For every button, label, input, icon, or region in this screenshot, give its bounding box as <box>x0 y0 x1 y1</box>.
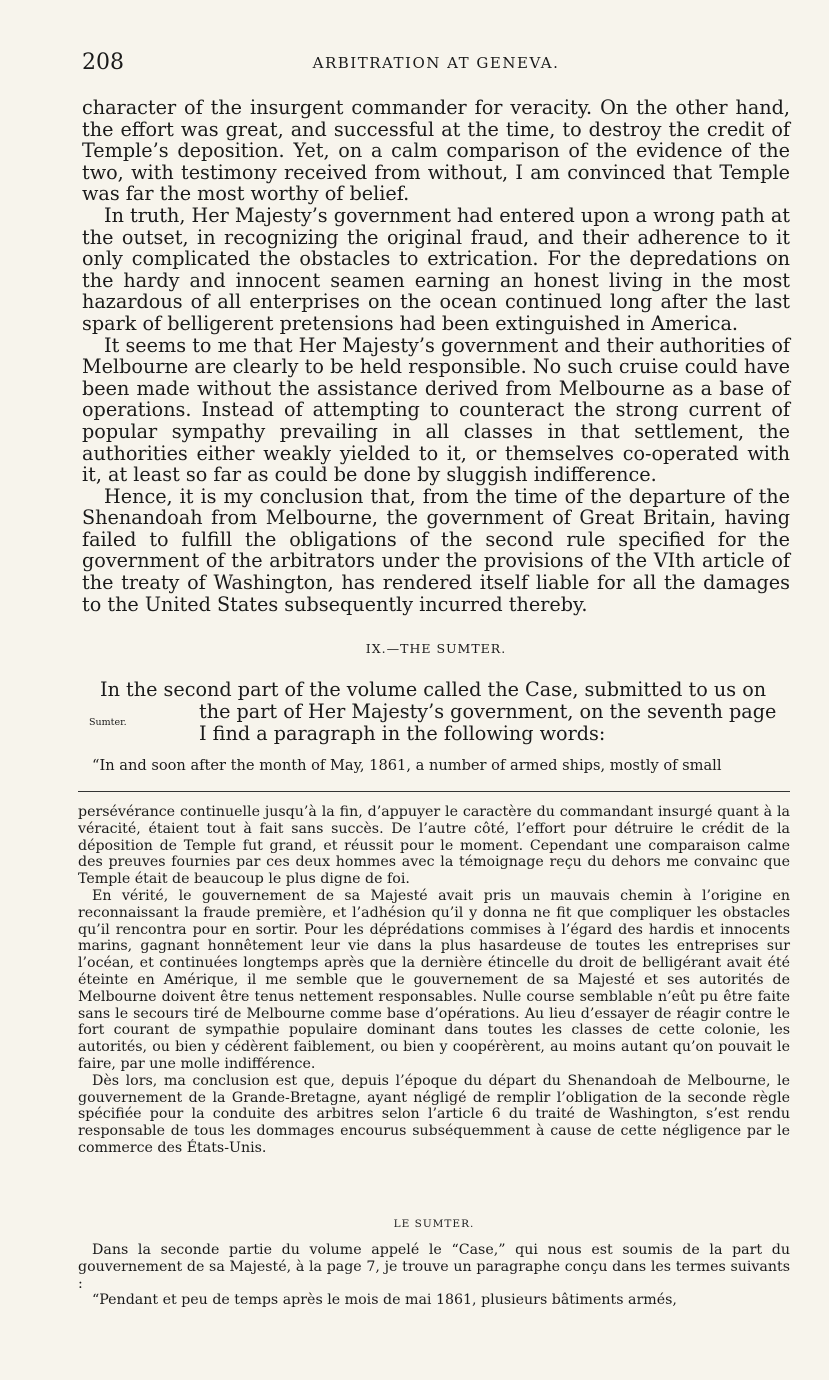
section-heading: IX.—THE SUMTER. <box>365 641 507 656</box>
sumter-paragraph <box>82 679 790 745</box>
margin-note: Sumter. <box>89 717 127 728</box>
french-paragraph: Dans la seconde partie du volume appelé le “Case,” qui nous est soumis de la part du gouvernement de sa Majesté, à la page 7, je trouve un paragraphe conçu dans les termes suivants : <box>78 1242 790 1292</box>
sumter-line: I find a paragraph in the following words: <box>199 722 606 745</box>
running-title: ARBITRATION AT GENEVA. <box>312 54 560 72</box>
english-paragraph: character of the insurgent commander for veracity. On the other hand, the effort was great, and successful at the time, to destroy the credit of Temple’s deposition. Yet, on a calm comparison of the evidence of the two, with testimony received from without, I am convinced that Temple was far the most worthy of belief. <box>82 96 790 206</box>
sumter-line: the part of Her Majesty’s government, on the seventh page <box>199 700 777 723</box>
french-translation-end <box>78 1242 790 1309</box>
english-paragraph: In truth, Her Majesty’s government had entered upon a wrong path at the outset, in recognizing the original fraud, and their adherence to it only complicated the obstacles to extrication. For the depredations on the hardy and innocent seamen earning an honest living in the most hazardous of all enterprises on the ocean continued long after the last spark of belligerent pretensions had been extinguished in America. <box>82 203 790 335</box>
french-paragraph: En vérité, le gouvernement de sa Majesté avait pris un mauvais chemin à l’origine en reconnaissant la fraude première, et l’adhésion qu’il y donna ne fit que compliquer les obstacles qu’il rencontra pour en sortir. Pour les déprédations commises à l’égard des hardis et innocents marins, gagnant honnêtement leur vie dans la plus hasardeuse de toutes les entreprises sur l’océan, et continuées longtemps après que la dernière étincelle du droit de belligérant avait été éteinte en Amérique, il me semble que le gouvernement de sa Majesté et ses autorités de Melbourne doivent être tenus nettement responsables. Nulle course semblable n’eût pu être faite sans le secours tiré de Melbourne comme base d’opérations. Au lieu d’essayer de réagir contre le fort courant de sympathie populaire dominant dans toutes les classes de cette colonie, les autorités, ou bien y cédèrent faiblement, ou bien y coopérèrent, au moins autant qu’on pouvait le faire, par une molle indifférence. <box>78 887 790 1072</box>
page-number: 208 <box>82 50 124 75</box>
french-paragraph: persévérance continuelle jusqu’à la fin, d’appuyer le caractère du commandant insurgé quant à la véracité, étaient tout à fait sans succès. De l’autre côté, l’effort pour détruire le crédit de la déposition de Temple fut grand, et réussit pour le moment. Cependant une comparaison calme des preuves fournies par ces deux hommes avec la témoignage reçu du dehors me convainc que Temple était de beaucoup le plus digne de foi. <box>78 804 790 888</box>
footnote-divider <box>78 791 790 792</box>
english-paragraph: Hence, it is my conclusion that, from the time of the departure of the Shenandoah from Melbourne, the government of Great Britain, having failed to fulfill the obligations of the second rule specified for the government of the arbitrators under the provisions of the VIth article of the treaty of Washington, has rendered itself liable for all the damages to the United States subsequently incurred thereby. <box>82 484 790 616</box>
french-quote: “Pendant et peu de temps après le mois de mai 1861, plusieurs bâtiments armés, <box>92 1292 677 1309</box>
french-translation <box>78 804 790 1157</box>
english-text <box>82 97 790 615</box>
quote-line: “In and soon after the month of May, 1861, a number of armed ships, mostly of small <box>92 757 722 774</box>
french-section-heading: LE SUMTER. <box>393 1218 475 1230</box>
english-paragraph: It seems to me that Her Majesty’s government and their authorities of Melbourne are clearly to be held responsible. No such cruise could have been made without the assistance derived from Melbourne as a base of operations. Instead of attempting to counteract the strong current of popular sympathy prevailing in all classes in that settlement, the authorities either weakly yielded to it, or themselves co-operated with it, at least so far as could be done by sluggish indifference. <box>82 333 790 487</box>
sumter-line: In the second part of the volume called the Case, submitted to us on <box>100 678 767 701</box>
page-header <box>82 50 790 80</box>
french-paragraph: Dès lors, ma conclusion est que, depuis l’époque du départ du Shenandoah de Melbourne, le gouvernement de la Grande-Bretagne, ayant négligé de remplir l’obligation de la seconde règle spécifiée pour la conduite des arbitres selon l’article 6 du traité de Washington, s’est rendu responsable de tous les dommages encourus subséquemment à cause de cette négligence par le commerce des États-Unis. <box>78 1072 790 1156</box>
